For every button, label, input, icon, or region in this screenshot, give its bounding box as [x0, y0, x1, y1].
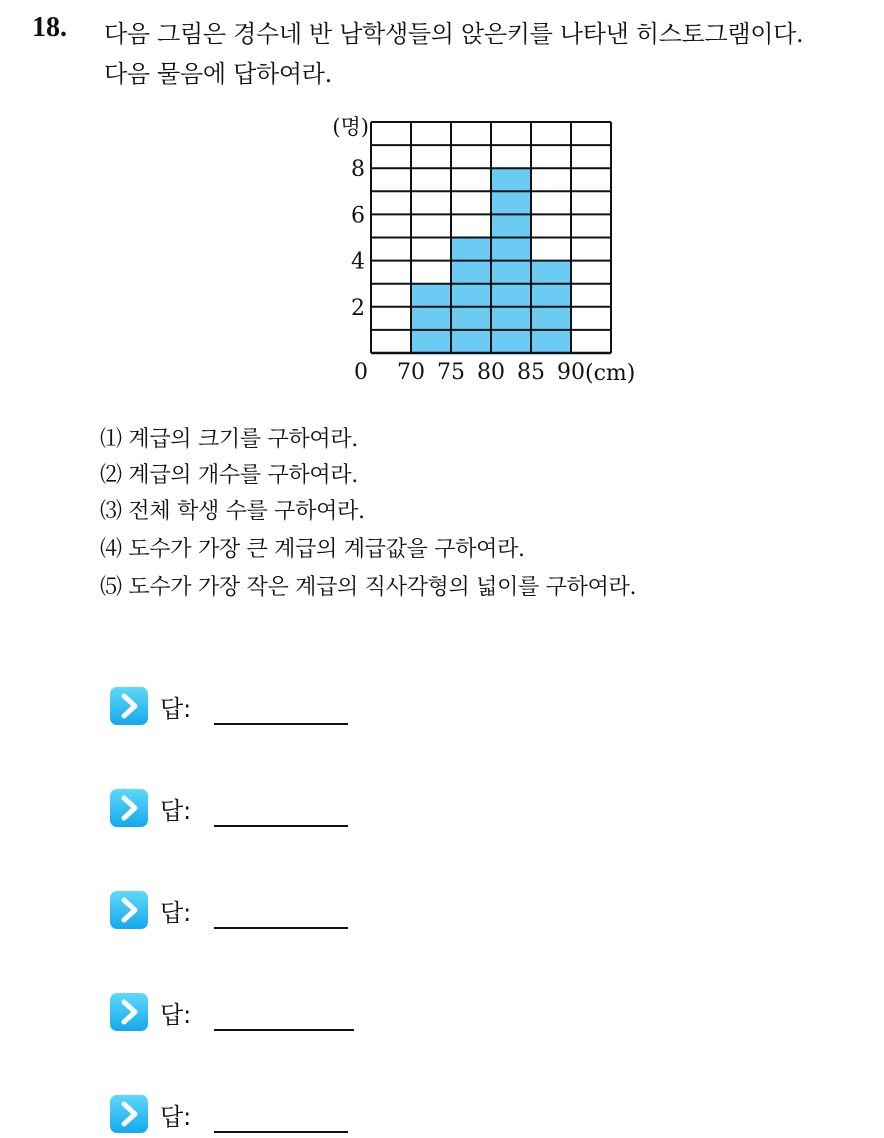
answer-blank-5[interactable] — [214, 1131, 348, 1133]
x-tick-label: 80 — [477, 360, 505, 385]
subquestion-2: ⑵ 계급의 개수를 구하여라. — [100, 463, 358, 488]
chevron-right-icon — [110, 1095, 148, 1133]
histogram-bar — [411, 284, 451, 353]
y-axis-label: (명) — [332, 115, 369, 139]
answer-label: 답: — [160, 1001, 192, 1029]
answer-label: 답: — [160, 797, 192, 825]
question-number: 18. — [32, 12, 67, 43]
histogram-chart — [318, 112, 648, 387]
origin-label: 0 — [354, 360, 368, 385]
subquestion-3: ⑶ 전체 학생 수를 구하여라. — [100, 499, 365, 524]
subquestion-1: ⑴ 계급의 크기를 구하여라. — [100, 427, 358, 452]
chevron-right-icon — [110, 687, 148, 725]
y-tick-label: 2 — [351, 295, 365, 321]
chevron-right-icon — [110, 993, 148, 1031]
question-text-line-1: 다음 그림은 경수네 반 남학생들의 앉은키를 나타낸 히스토그램이다. — [104, 20, 804, 48]
x-axis-label: (cm) — [585, 361, 636, 386]
answer-label: 답: — [160, 1103, 192, 1131]
answer-label: 답: — [160, 695, 192, 723]
chevron-right-icon — [110, 789, 148, 827]
answer-blank-3[interactable] — [214, 927, 348, 929]
y-tick-label: 6 — [351, 203, 365, 229]
answer-blank-4[interactable] — [214, 1029, 354, 1031]
x-tick-label: 70 — [397, 360, 425, 385]
chevron-right-icon — [110, 891, 148, 929]
histogram-bar — [451, 238, 491, 354]
x-tick-label: 90 — [557, 360, 585, 385]
answer-label: 답: — [160, 899, 192, 927]
subquestion-4: ⑷ 도수가 가장 큰 계급의 계급값을 구하여라. — [100, 537, 525, 562]
y-tick-label: 8 — [351, 157, 365, 183]
x-tick-label: 75 — [437, 360, 465, 385]
y-tick-label: 4 — [351, 249, 365, 275]
subquestion-5: ⑸ 도수가 가장 작은 계급의 직사각형의 넓이를 구하여라. — [100, 575, 637, 600]
x-tick-label: 85 — [517, 360, 545, 385]
answer-blank-1[interactable] — [214, 723, 348, 725]
question-text-line-2: 다음 물음에 답하여라. — [104, 60, 332, 88]
answer-blank-2[interactable] — [214, 825, 348, 827]
